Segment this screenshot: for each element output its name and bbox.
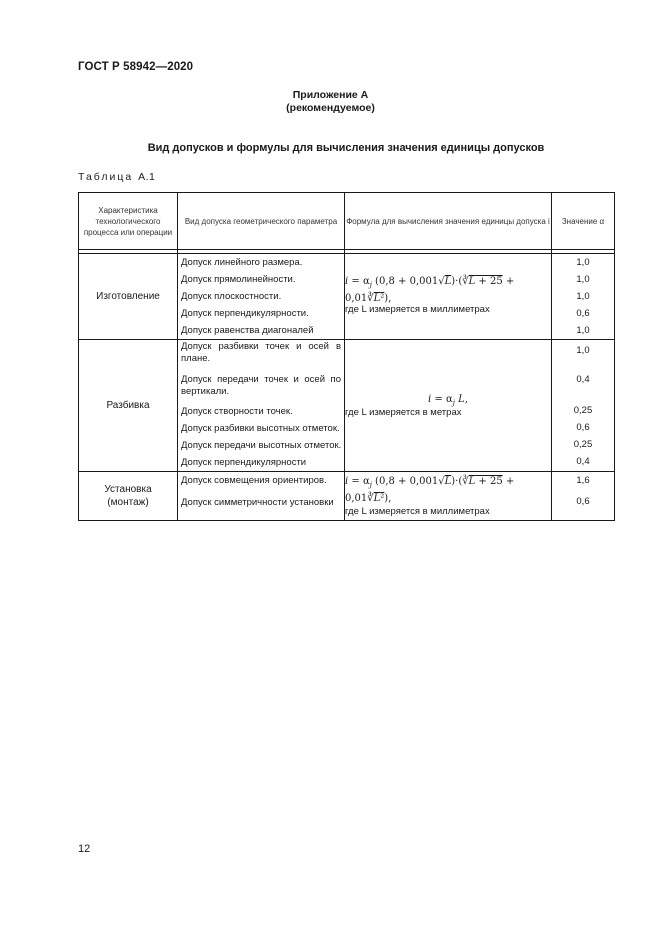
formula-note: где L измеряется в миллиметрах [345, 304, 490, 315]
formula-cell [345, 254, 552, 340]
alpha-value: 1,0 [576, 325, 590, 336]
tolerance-item: Допуск разбивки высотных отметок. [181, 423, 340, 434]
appendix-title: Приложение А [292, 89, 369, 101]
header-formula: Формула для вычисления значения единицы допуска i [345, 193, 552, 250]
tolerance-item: Допуск разбивки точек и осей в плане. [181, 341, 341, 364]
process-name-note: (монтаж) [107, 497, 149, 508]
section-title: Вид допусков и формулы для вычисления значения единицы допусков [147, 142, 545, 154]
alpha-value: 1,0 [576, 344, 590, 356]
tolerance-table [78, 192, 615, 521]
alpha-value: 1,0 [576, 274, 590, 285]
page-number: 12 [78, 843, 91, 855]
formula-cell [345, 340, 552, 472]
table-caption-word: Таблица [78, 171, 134, 183]
alpha-value: 0,25 [573, 404, 593, 416]
alpha-value: 0,4 [576, 455, 590, 467]
tolerance-item: Допуск передачи высотных отметок. [181, 440, 342, 451]
formula-expression: $i = \alpha_j$ (0,8 + 0,001√L)·(∛L + 25 + 0,01∛L²), [345, 276, 515, 304]
tolerance-item: Допуск створности точек. [181, 406, 293, 417]
formula-cell [345, 472, 552, 521]
tolerance-item: Допуск совмещения ориентиров. [181, 475, 327, 486]
alpha-value: 0,6 [576, 308, 590, 319]
alpha-values [552, 340, 615, 472]
appendix-subtitle: (рекомендуемое) [286, 102, 375, 114]
tolerance-list [178, 340, 345, 472]
alpha-value: 1,0 [576, 257, 590, 268]
tolerance-item: Допуск симметричности установки [181, 497, 334, 508]
process-manufacturing: Изготовление [79, 254, 178, 340]
formula-note: где L измеряется в миллиметрах [345, 505, 490, 517]
header-tolerance-type: Вид допуска геометрического параметра [178, 193, 345, 250]
alpha-value: 1,0 [576, 291, 590, 302]
alpha-value: 0,4 [576, 373, 590, 385]
process-installation [79, 472, 178, 521]
formula-note: где L измеряется в метрах [345, 406, 462, 418]
table-row [79, 340, 615, 472]
alpha-value: 0,25 [573, 438, 593, 450]
alpha-value: 0,6 [576, 496, 590, 507]
table-row [79, 254, 615, 340]
formula-expression: $i = \alpha_j$ (0,8 + 0,001√L)·(∛L + 25 + 0,01∛L²), [345, 475, 515, 504]
tolerance-item: Допуск передачи точек и осей по вертикали. [181, 374, 341, 397]
alpha-value: 0,6 [576, 421, 590, 433]
table-caption [78, 171, 155, 183]
table-row [79, 472, 615, 521]
tolerance-list [178, 254, 345, 340]
tolerance-item: Допуск прямолинейности. [181, 274, 296, 285]
tolerance-item: Допуск перпендикулярности [181, 457, 307, 468]
tolerance-item: Допуск плоскостности. [181, 291, 282, 302]
table-caption-number: А.1 [138, 171, 156, 183]
alpha-value: 1,6 [576, 475, 590, 486]
tolerance-item: Допуск линейного размера. [181, 257, 303, 268]
tolerance-item: Допуск равенства диагоналей [181, 325, 314, 336]
tolerance-list [178, 472, 345, 521]
process-name: Установка [104, 484, 152, 495]
process-layout: Разбивка [79, 340, 178, 472]
header-alpha: Значение α [552, 193, 615, 250]
standard-number: ГОСТ Р 58942—2020 [78, 61, 194, 73]
formula-expression: $i = \alpha_j$ L, [428, 393, 468, 407]
tolerance-item: Допуск перпендикулярности. [181, 308, 309, 319]
header-process: Характеристика технологического процесса или операции [79, 193, 178, 250]
alpha-values [552, 254, 615, 340]
alpha-values [552, 472, 615, 521]
